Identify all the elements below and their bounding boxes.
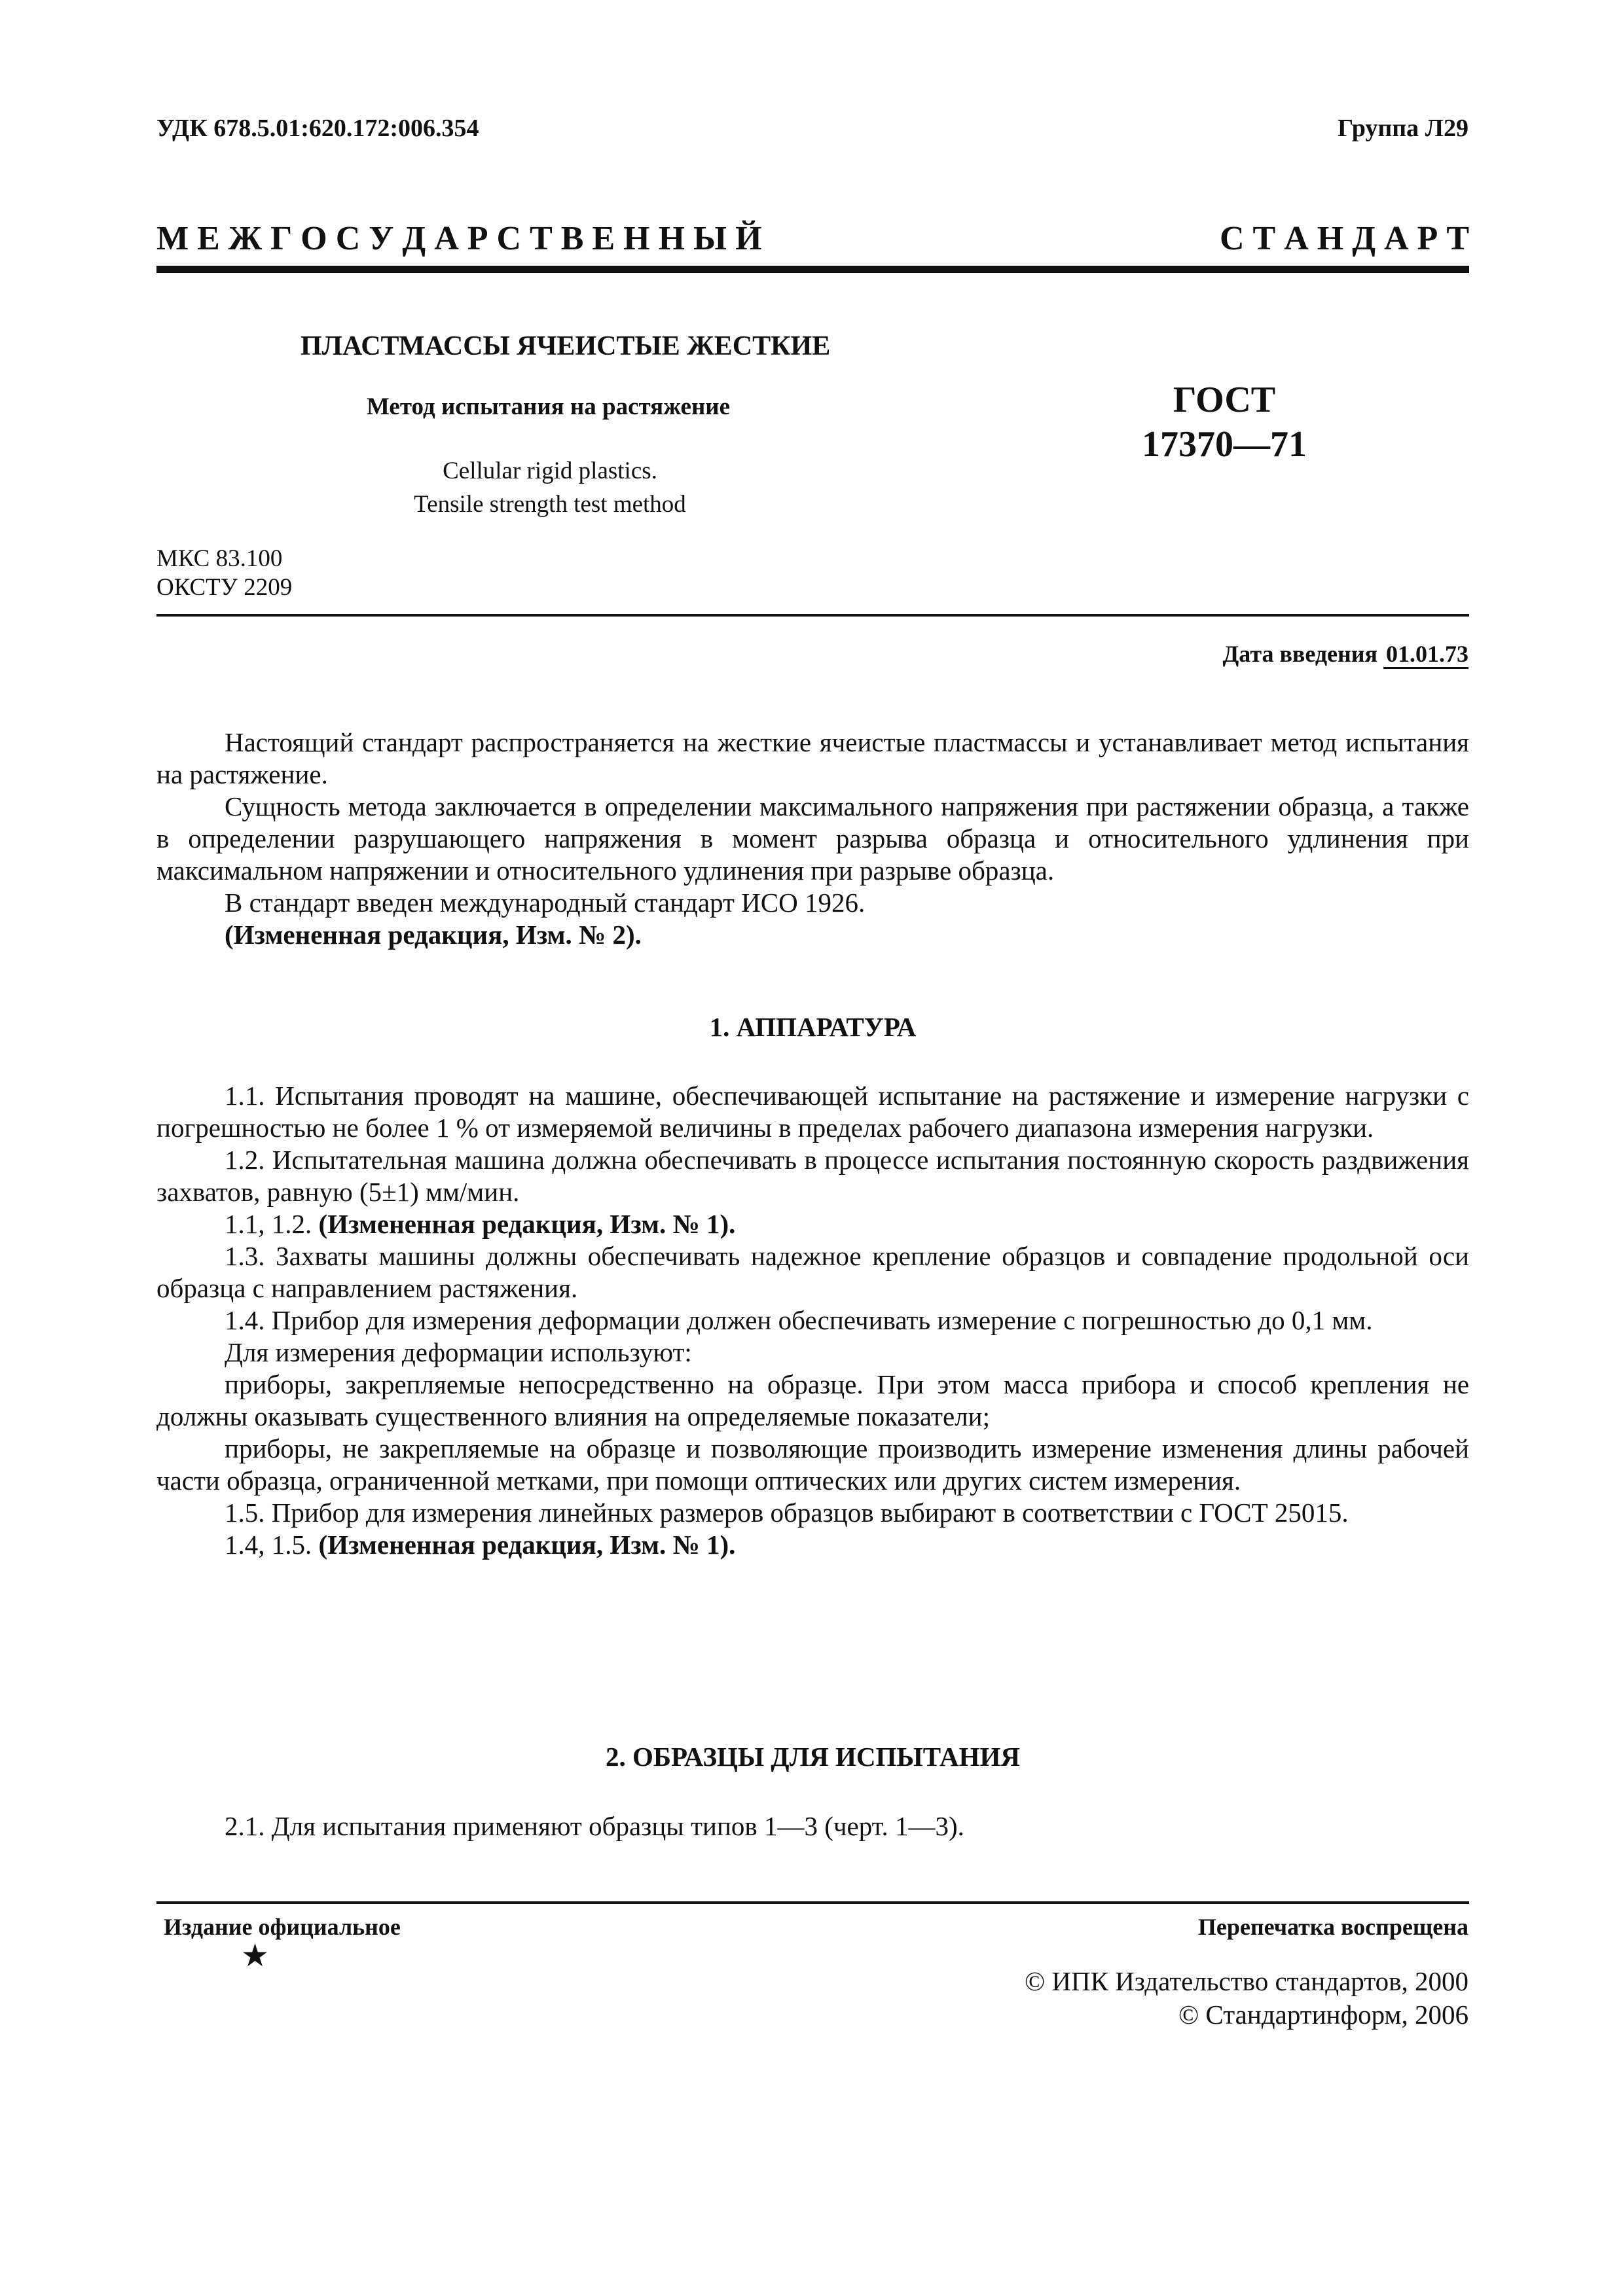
section-2-text [156, 1810, 1469, 1842]
clause-2-1: 2.1. Для испытания применяют образцы типов 1—3 (черт. 1—3). [225, 1811, 964, 1841]
reprint-prohibited-label: Перепечатка воспрещена [1197, 1914, 1468, 1940]
clause-text: приборы, не закрепляемые на образце и позволяющие производить измерение изменения длины рабочей части образца, ограниченной метками, при помощи оптических или других систем измерения. [156, 1433, 1469, 1496]
star-icon: ★ [241, 1939, 270, 1973]
intro-date-value: 01.01.73 [1383, 641, 1468, 669]
amendment-ref: 1.1, 1.2. [225, 1209, 319, 1239]
title-rule [156, 614, 1469, 617]
intro-paragraph: В стандарт введен международный стандарт ИСО 1926. [225, 888, 866, 918]
banner-rule [156, 266, 1469, 273]
gost-designation: 17370—71 [1142, 424, 1307, 465]
section-heading-apparatus: 1. АППАРАТУРА [709, 1012, 917, 1042]
copyright-block [1025, 1965, 1468, 2032]
group-code: Группа Л29 [1337, 115, 1468, 142]
amendment-note [156, 1208, 1469, 1240]
copyright-line: © ИПК Издательство стандартов, 2000 [1024, 1966, 1468, 1996]
clause-1-1: 1.1. Испытания проводят на машине, обеспечивающей испытание на растяжение и измерение нагрузки с погрешностью не более 1 % от измеряемой величины в пределах рабочего диапазона измерения нагрузки. [156, 1081, 1469, 1143]
section-heading-specimens: 2. ОБРАЗЦЫ ДЛЯ ИСПЫТАНИЯ [606, 1742, 1020, 1772]
clause-1-4: 1.4. Прибор для измерения деформации должен обеспечивать измерение с погрешностью до 0,1 мм. [225, 1305, 1373, 1335]
gost-number [1133, 378, 1316, 467]
classification-codes [156, 545, 292, 602]
clause-1-2: 1.2. Испытательная машина должна обеспечивать в процессе испытания постоянную скорость раздвижения захватов, равную (5±1) мм/мин. [156, 1145, 1469, 1207]
intro-paragraph: Сущность метода заключается в определении максимального напряжения при растяжении образца, а также в определении разрушающего напряжения в момент разрыва образца и относительного удлинения при максимальном напряжении и относительного удлинения при разрыве образца. [156, 791, 1469, 886]
amendment-text: (Измененная редакция, Изм. № 1). [318, 1209, 736, 1239]
okstu-code: ОКСТУ 2209 [156, 574, 293, 601]
clause-text: приборы, закрепляемые непосредственно на образце. При этом масса прибора и способ крепления не должны оказывать существенного влияния на определяемые показатели; [156, 1369, 1469, 1431]
copyright-line: © Стандартинформ, 2006 [1178, 2000, 1468, 2030]
footer-rule [156, 1901, 1469, 1904]
document-title: ПЛАСТМАССЫ ЯЧЕИСТЫЕ ЖЕСТКИЕ [301, 331, 831, 361]
banner-word-interstate: М Е Ж Г О С У Д А Р С Т В Е Н Н Ы Й [156, 220, 762, 257]
english-title-line: Cellular rigid plastics. [443, 457, 657, 484]
intro-date [1223, 640, 1469, 668]
amendment-note: (Измененная редакция, Изм. № 2). [225, 920, 642, 950]
gost-label: ГОСТ [1173, 380, 1276, 420]
section-1-text [156, 1080, 1469, 1561]
clause-text: Для измерения деформации используют: [225, 1337, 692, 1367]
clause-1-5: 1.5. Прибор для измерения линейных размеров образцов выбирают в соответствии с ГОСТ 25015. [225, 1498, 1349, 1528]
amendment-ref: 1.4, 1.5. [225, 1530, 319, 1560]
document-subtitle: Метод испытания на растяжение [367, 393, 731, 420]
official-edition-label: Издание официальное [164, 1914, 401, 1940]
intro-date-label: Дата введения [1222, 641, 1377, 667]
mks-code: МКС 83.100 [156, 545, 283, 572]
intro-paragraph: Настоящий стандарт распространяется на жесткие ячеистые пластмассы и устанавливает метод испытания на растяжение. [156, 727, 1469, 789]
amendment-note [156, 1529, 1469, 1561]
standard-banner [156, 219, 1469, 258]
udk-code: УДК 678.5.01:620.172:006.354 [156, 115, 479, 142]
banner-word-standard: С Т А Н Д А Р Т [1219, 220, 1469, 257]
intro-text [156, 726, 1469, 951]
amendment-text: (Измененная редакция, Изм. № 1). [318, 1530, 736, 1560]
clause-1-3: 1.3. Захваты машины должны обеспечивать надежное крепление образцов и совпадение продольной оси образца с направлением растяжения. [156, 1241, 1469, 1303]
english-title [367, 454, 733, 521]
english-title-line: Tensile strength test method [414, 491, 686, 518]
